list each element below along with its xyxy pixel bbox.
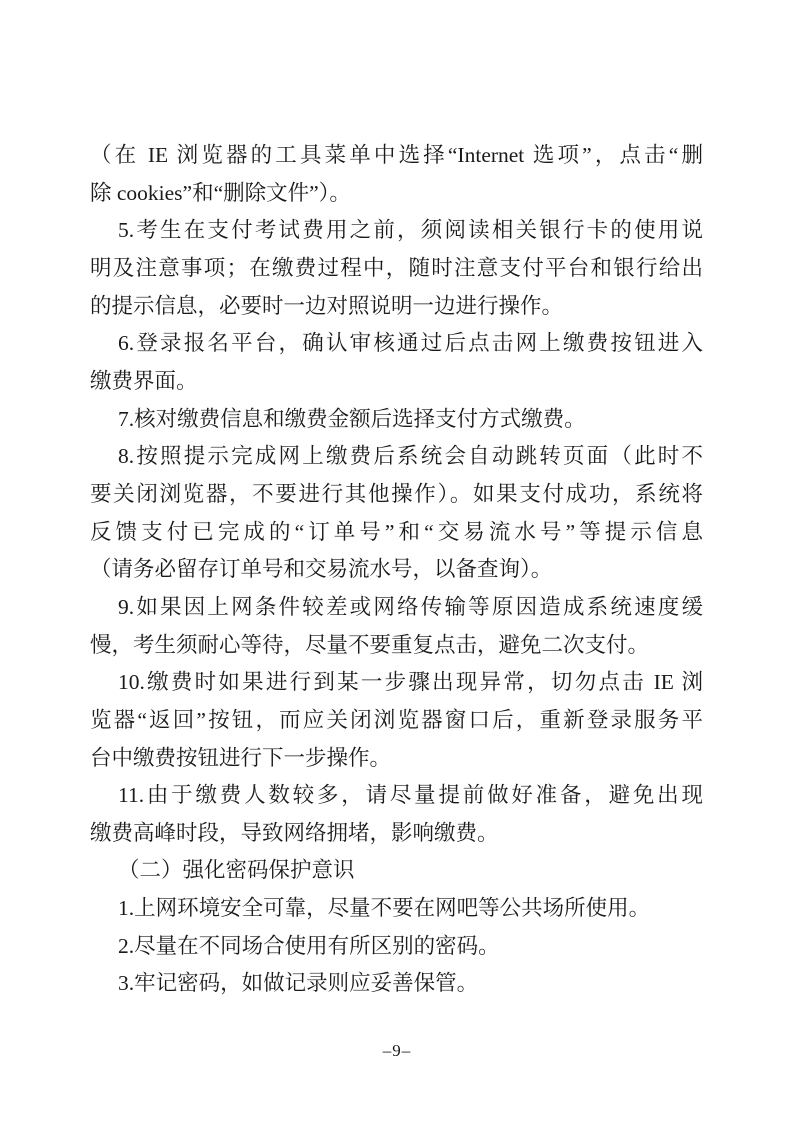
text-line: 的提示信息，必要时一边对照说明一边进行操作。 [90, 293, 564, 318]
text-line: 要关闭浏览器，不要进行其他操作）。如果支付成功，系统将 [90, 481, 703, 506]
text-line: 台中缴费按钮进行下一步操作。 [90, 745, 392, 770]
text-line: 10.缴费时如果进行到某一步骤出现异常，切勿点击 IE 浏 [118, 670, 703, 695]
text-line: （请务必留存订单号和交易流水号，以备查询）。 [90, 557, 553, 582]
text-line: 览器“返回”按钮，而应关闭浏览器窗口后，重新登录服务平 [90, 707, 703, 732]
section-heading: （二）强化密码保护意识 [118, 858, 355, 883]
text-line: 7.核对缴费信息和缴费金额后选择支付方式缴费。 [118, 406, 586, 431]
text-line: 9.如果因上网条件较差或网络传输等原因造成系统速度缓 [118, 594, 703, 619]
text-line: 11.由于缴费人数较多，请尽量提前做好准备，避免出现 [118, 783, 703, 808]
text-line: 2.尽量在不同场合使用有所区别的密码。 [118, 933, 500, 958]
text-line: 3.牢记密码，如做记录则应妥善保管。 [118, 971, 479, 996]
text-line: 缴费高峰时段，导致网络拥堵，影响缴费。 [90, 820, 499, 845]
text-line: 除 cookies”和“删除文件”）。 [90, 180, 351, 205]
text-line: 明及注意事项；在缴费过程中，随时注意支付平台和银行给出 [90, 255, 703, 280]
text-line: （在 IE 浏览器的工具菜单中选择“Internet 选项”，点击“删 [90, 143, 703, 167]
text-line: 反馈支付已完成的“订单号”和“交易流水号”等提示信息 [90, 519, 703, 544]
text-line: 慢，考生须耐心等待，尽量不要重复点击，避免二次支付。 [90, 632, 650, 657]
text-line: 8.按照提示完成网上缴费后系统会自动跳转页面（此时不 [118, 444, 703, 469]
text-line: 1.上网环境安全可靠，尽量不要在网吧等公共场所使用。 [118, 896, 651, 921]
page-number: –9– [382, 1041, 412, 1060]
text-line: 5.考生在支付考试费用之前，须阅读相关银行卡的使用说 [118, 218, 703, 243]
text-line: 6.登录报名平台，确认审核通过后点击网上缴费按钮进入 [118, 331, 703, 356]
text-line: 缴费界面。 [90, 368, 198, 393]
document-body [90, 137, 703, 1003]
